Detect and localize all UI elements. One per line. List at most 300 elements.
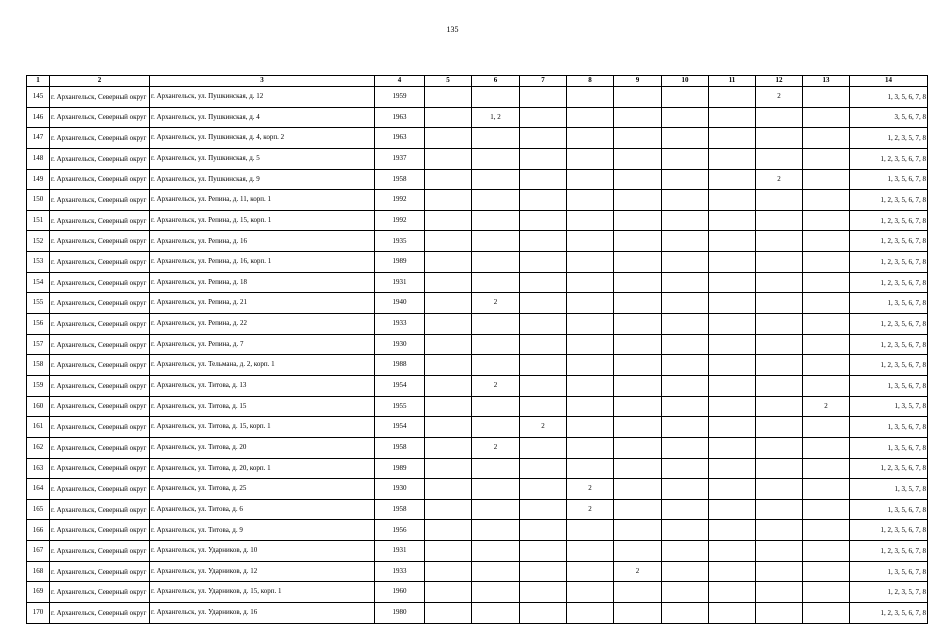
criteria-cell: 1, 3, 5, 6, 7, 8	[850, 375, 928, 396]
column-11-cell	[709, 272, 756, 293]
year-cell: 1954	[375, 417, 425, 438]
criteria-cell: 1, 2, 3, 5, 6, 7, 8	[850, 334, 928, 355]
row-number-cell: 170	[27, 603, 50, 624]
table-row	[27, 355, 928, 376]
column-9-cell	[614, 107, 662, 128]
column-11-cell	[709, 293, 756, 314]
column-6-cell	[472, 603, 520, 624]
column-7-cell	[520, 252, 567, 273]
table-row	[27, 479, 928, 500]
district-cell: г. Архангельск, Северный округ	[50, 128, 150, 149]
district-cell: г. Архангельск, Северный округ	[50, 148, 150, 169]
column-10-cell	[662, 210, 709, 231]
district-cell: г. Архангельск, Северный округ	[50, 417, 150, 438]
housing-registry-table	[26, 75, 928, 624]
column-5-cell	[425, 334, 472, 355]
column-5-cell	[425, 128, 472, 149]
column-13-cell	[803, 87, 850, 108]
year-cell: 1931	[375, 541, 425, 562]
district-cell: г. Архангельск, Северный округ	[50, 107, 150, 128]
row-number-cell: 154	[27, 272, 50, 293]
column-11-cell	[709, 458, 756, 479]
column-10-cell	[662, 479, 709, 500]
table-row	[27, 375, 928, 396]
column-8-cell	[567, 355, 614, 376]
column-9-cell	[614, 252, 662, 273]
column-10-cell	[662, 396, 709, 417]
criteria-cell: 1, 2, 3, 5, 6, 7, 8	[850, 272, 928, 293]
column-10-cell	[662, 190, 709, 211]
column-5-cell	[425, 396, 472, 417]
column-8-cell	[567, 190, 614, 211]
column-6-cell: 2	[472, 293, 520, 314]
row-number-cell: 165	[27, 499, 50, 520]
row-number-cell: 157	[27, 334, 50, 355]
year-cell: 1956	[375, 520, 425, 541]
column-6-cell: 2	[472, 437, 520, 458]
address-cell: г. Архангельск, ул. Пушкинская, д. 4	[150, 107, 375, 128]
column-8-cell	[567, 252, 614, 273]
column-11-cell	[709, 417, 756, 438]
address-cell: г. Архангельск, ул. Ударников, д. 15, корп. 1	[150, 582, 375, 603]
column-6-cell	[472, 417, 520, 438]
row-number-cell: 149	[27, 169, 50, 190]
column-9-cell	[614, 541, 662, 562]
table-row	[27, 293, 928, 314]
column-10-cell	[662, 541, 709, 562]
column-header-7: 7	[520, 76, 567, 87]
page-number: 135	[446, 25, 459, 34]
column-9-cell	[614, 210, 662, 231]
column-9-cell	[614, 169, 662, 190]
column-6-cell	[472, 561, 520, 582]
header-row	[27, 76, 928, 87]
column-7-cell	[520, 520, 567, 541]
column-8-cell	[567, 128, 614, 149]
column-7-cell	[520, 437, 567, 458]
column-10-cell	[662, 582, 709, 603]
column-13-cell	[803, 210, 850, 231]
column-10-cell	[662, 417, 709, 438]
year-cell: 1940	[375, 293, 425, 314]
address-cell: г. Архангельск, ул. Титова, д. 13	[150, 375, 375, 396]
address-cell: г. Архангельск, ул. Репина, д. 21	[150, 293, 375, 314]
column-12-cell	[756, 520, 803, 541]
row-number-cell: 163	[27, 458, 50, 479]
address-cell: г. Архангельск, ул. Репина, д. 22	[150, 314, 375, 335]
district-cell: г. Архангельск, Северный округ	[50, 603, 150, 624]
column-13-cell: 2	[803, 396, 850, 417]
address-cell: г. Архангельск, ул. Пушкинская, д. 12	[150, 87, 375, 108]
criteria-cell: 1, 3, 5, 6, 7, 8	[850, 87, 928, 108]
column-13-cell	[803, 437, 850, 458]
row-number-cell: 150	[27, 190, 50, 211]
column-8-cell: 2	[567, 499, 614, 520]
column-6-cell	[472, 148, 520, 169]
year-cell: 1960	[375, 582, 425, 603]
table-row	[27, 499, 928, 520]
column-9-cell	[614, 231, 662, 252]
row-number-cell: 161	[27, 417, 50, 438]
district-cell: г. Архангельск, Северный округ	[50, 582, 150, 603]
column-13-cell	[803, 169, 850, 190]
column-13-cell	[803, 499, 850, 520]
criteria-cell: 1, 3, 5, 6, 7, 8	[850, 437, 928, 458]
column-13-cell	[803, 582, 850, 603]
district-cell: г. Архангельск, Северный округ	[50, 520, 150, 541]
column-9-cell	[614, 148, 662, 169]
column-11-cell	[709, 561, 756, 582]
column-11-cell	[709, 169, 756, 190]
column-8-cell	[567, 437, 614, 458]
column-7-cell	[520, 479, 567, 500]
row-number-cell: 160	[27, 396, 50, 417]
column-7-cell	[520, 541, 567, 562]
year-cell: 1955	[375, 396, 425, 417]
column-6-cell	[472, 190, 520, 211]
column-7-cell	[520, 603, 567, 624]
column-7-cell	[520, 148, 567, 169]
column-9-cell	[614, 128, 662, 149]
address-cell: г. Архангельск, ул. Репина, д. 7	[150, 334, 375, 355]
column-7-cell	[520, 582, 567, 603]
column-12-cell	[756, 603, 803, 624]
year-cell: 1959	[375, 87, 425, 108]
column-11-cell	[709, 479, 756, 500]
year-cell: 1933	[375, 561, 425, 582]
column-7-cell	[520, 272, 567, 293]
column-5-cell	[425, 148, 472, 169]
district-cell: г. Архангельск, Северный округ	[50, 499, 150, 520]
column-8-cell	[567, 231, 614, 252]
district-cell: г. Архангельск, Северный округ	[50, 272, 150, 293]
column-13-cell	[803, 272, 850, 293]
column-10-cell	[662, 128, 709, 149]
criteria-cell: 1, 2, 3, 5, 6, 7, 8	[850, 190, 928, 211]
column-6-cell	[472, 314, 520, 335]
criteria-cell: 1, 2, 3, 5, 6, 7, 8	[850, 252, 928, 273]
district-cell: г. Архангельск, Северный округ	[50, 334, 150, 355]
column-5-cell	[425, 210, 472, 231]
row-number-cell: 158	[27, 355, 50, 376]
column-10-cell	[662, 107, 709, 128]
column-12-cell	[756, 272, 803, 293]
column-12-cell	[756, 293, 803, 314]
column-13-cell	[803, 458, 850, 479]
column-12-cell	[756, 437, 803, 458]
column-8-cell	[567, 458, 614, 479]
table-row	[27, 541, 928, 562]
column-8-cell	[567, 169, 614, 190]
column-7-cell	[520, 314, 567, 335]
address-cell: г. Архангельск, ул. Титова, д. 15	[150, 396, 375, 417]
column-11-cell	[709, 128, 756, 149]
column-12-cell	[756, 396, 803, 417]
table-row	[27, 520, 928, 541]
column-7-cell	[520, 128, 567, 149]
column-6-cell	[472, 458, 520, 479]
column-13-cell	[803, 479, 850, 500]
column-12-cell	[756, 210, 803, 231]
year-cell: 1980	[375, 603, 425, 624]
column-5-cell	[425, 417, 472, 438]
criteria-cell: 1, 3, 5, 6, 7, 8	[850, 293, 928, 314]
column-9-cell	[614, 437, 662, 458]
table-row	[27, 210, 928, 231]
column-13-cell	[803, 148, 850, 169]
column-9-cell	[614, 314, 662, 335]
address-cell: г. Архангельск, ул. Титова, д. 20	[150, 437, 375, 458]
column-12-cell: 2	[756, 87, 803, 108]
address-cell: г. Архангельск, ул. Пушкинская, д. 9	[150, 169, 375, 190]
district-cell: г. Архангельск, Северный округ	[50, 458, 150, 479]
criteria-cell: 1, 2, 3, 5, 6, 7, 8	[850, 148, 928, 169]
district-cell: г. Архангельск, Северный округ	[50, 293, 150, 314]
table-row	[27, 603, 928, 624]
column-12-cell	[756, 107, 803, 128]
address-cell: г. Архангельск, ул. Титова, д. 9	[150, 520, 375, 541]
column-6-cell	[472, 231, 520, 252]
column-5-cell	[425, 458, 472, 479]
address-cell: г. Архангельск, ул. Титова, д. 6	[150, 499, 375, 520]
column-12-cell	[756, 231, 803, 252]
criteria-cell: 1, 2, 3, 5, 6, 7, 8	[850, 603, 928, 624]
column-13-cell	[803, 128, 850, 149]
column-8-cell	[567, 148, 614, 169]
column-10-cell	[662, 252, 709, 273]
column-5-cell	[425, 272, 472, 293]
column-10-cell	[662, 334, 709, 355]
column-header-14: 14	[850, 76, 928, 87]
year-cell: 1931	[375, 272, 425, 293]
address-cell: г. Архангельск, ул. Репина, д. 16, корп. 1	[150, 252, 375, 273]
column-10-cell	[662, 148, 709, 169]
column-6-cell	[472, 169, 520, 190]
column-6-cell: 2	[472, 375, 520, 396]
column-8-cell	[567, 87, 614, 108]
year-cell: 1963	[375, 128, 425, 149]
column-6-cell	[472, 479, 520, 500]
column-13-cell	[803, 520, 850, 541]
column-header-3: 3	[150, 76, 375, 87]
table-row	[27, 252, 928, 273]
column-5-cell	[425, 582, 472, 603]
column-10-cell	[662, 272, 709, 293]
row-number-cell: 153	[27, 252, 50, 273]
column-13-cell	[803, 603, 850, 624]
column-9-cell	[614, 190, 662, 211]
column-8-cell	[567, 334, 614, 355]
criteria-cell: 1, 2, 3, 5, 7, 8	[850, 128, 928, 149]
column-6-cell	[472, 252, 520, 273]
column-5-cell	[425, 541, 472, 562]
column-10-cell	[662, 458, 709, 479]
year-cell: 1930	[375, 479, 425, 500]
column-8-cell	[567, 520, 614, 541]
column-11-cell	[709, 210, 756, 231]
column-13-cell	[803, 190, 850, 211]
column-13-cell	[803, 107, 850, 128]
table-row	[27, 231, 928, 252]
table-row	[27, 314, 928, 335]
column-7-cell	[520, 87, 567, 108]
column-8-cell	[567, 375, 614, 396]
column-7-cell	[520, 107, 567, 128]
column-7-cell: 2	[520, 417, 567, 438]
column-6-cell	[472, 128, 520, 149]
column-header-2: 2	[50, 76, 150, 87]
table-row	[27, 272, 928, 293]
address-cell: г. Архангельск, ул. Ударников, д. 10	[150, 541, 375, 562]
column-11-cell	[709, 231, 756, 252]
criteria-cell: 1, 3, 5, 7, 8	[850, 479, 928, 500]
column-9-cell	[614, 87, 662, 108]
column-5-cell	[425, 437, 472, 458]
column-12-cell	[756, 582, 803, 603]
column-13-cell	[803, 375, 850, 396]
criteria-cell: 1, 2, 3, 5, 6, 7, 8	[850, 210, 928, 231]
year-cell: 1930	[375, 334, 425, 355]
column-7-cell	[520, 375, 567, 396]
column-8-cell	[567, 582, 614, 603]
column-header-4: 4	[375, 76, 425, 87]
column-11-cell	[709, 148, 756, 169]
address-cell: г. Архангельск, ул. Репина, д. 11, корп. 1	[150, 190, 375, 211]
column-8-cell	[567, 272, 614, 293]
column-10-cell	[662, 355, 709, 376]
column-6-cell	[472, 87, 520, 108]
column-12-cell	[756, 128, 803, 149]
criteria-cell: 1, 2, 3, 5, 6, 7, 8	[850, 458, 928, 479]
criteria-cell: 3, 5, 6, 7, 8	[850, 107, 928, 128]
column-11-cell	[709, 314, 756, 335]
row-number-cell: 155	[27, 293, 50, 314]
criteria-cell: 1, 2, 3, 5, 7, 8	[850, 582, 928, 603]
column-12-cell	[756, 334, 803, 355]
column-header-5: 5	[425, 76, 472, 87]
column-6-cell: 1, 2	[472, 107, 520, 128]
column-11-cell	[709, 334, 756, 355]
column-header-11: 11	[709, 76, 756, 87]
column-header-6: 6	[472, 76, 520, 87]
district-cell: г. Архангельск, Северный округ	[50, 355, 150, 376]
column-9-cell	[614, 396, 662, 417]
column-6-cell	[472, 210, 520, 231]
column-12-cell	[756, 417, 803, 438]
column-13-cell	[803, 541, 850, 562]
column-10-cell	[662, 375, 709, 396]
column-header-12: 12	[756, 76, 803, 87]
column-11-cell	[709, 582, 756, 603]
column-5-cell	[425, 603, 472, 624]
column-11-cell	[709, 541, 756, 562]
year-cell: 1958	[375, 499, 425, 520]
column-6-cell	[472, 355, 520, 376]
table-row	[27, 148, 928, 169]
column-7-cell	[520, 499, 567, 520]
column-5-cell	[425, 479, 472, 500]
year-cell: 1992	[375, 190, 425, 211]
address-cell: г. Архангельск, ул. Пушкинская, д. 5	[150, 148, 375, 169]
column-10-cell	[662, 231, 709, 252]
address-cell: г. Архангельск, ул. Ударников, д. 12	[150, 561, 375, 582]
address-cell: г. Архангельск, ул. Тельмана, д. 2, корп. 1	[150, 355, 375, 376]
column-8-cell: 2	[567, 479, 614, 500]
column-8-cell	[567, 210, 614, 231]
criteria-cell: 1, 2, 3, 5, 6, 7, 8	[850, 520, 928, 541]
row-number-cell: 147	[27, 128, 50, 149]
column-9-cell	[614, 499, 662, 520]
district-cell: г. Архангельск, Северный округ	[50, 375, 150, 396]
column-9-cell	[614, 603, 662, 624]
column-8-cell	[567, 293, 614, 314]
column-9-cell	[614, 375, 662, 396]
table-header	[27, 76, 928, 87]
column-5-cell	[425, 190, 472, 211]
column-5-cell	[425, 231, 472, 252]
year-cell: 1988	[375, 355, 425, 376]
address-cell: г. Архангельск, ул. Репина, д. 16	[150, 231, 375, 252]
column-12-cell	[756, 314, 803, 335]
column-9-cell: 2	[614, 561, 662, 582]
column-7-cell	[520, 334, 567, 355]
column-6-cell	[472, 541, 520, 562]
column-12-cell	[756, 458, 803, 479]
column-9-cell	[614, 355, 662, 376]
year-cell: 1958	[375, 169, 425, 190]
table-row	[27, 169, 928, 190]
column-8-cell	[567, 107, 614, 128]
row-number-cell: 156	[27, 314, 50, 335]
district-cell: г. Архангельск, Северный округ	[50, 314, 150, 335]
table-row	[27, 87, 928, 108]
table-row	[27, 107, 928, 128]
column-12-cell	[756, 499, 803, 520]
criteria-cell: 1, 3, 5, 6, 7, 8	[850, 561, 928, 582]
criteria-cell: 1, 3, 5, 6, 7, 8	[850, 417, 928, 438]
column-10-cell	[662, 169, 709, 190]
column-header-8: 8	[567, 76, 614, 87]
column-10-cell	[662, 499, 709, 520]
row-number-cell: 167	[27, 541, 50, 562]
column-13-cell	[803, 293, 850, 314]
column-10-cell	[662, 437, 709, 458]
column-13-cell	[803, 334, 850, 355]
address-cell: г. Архангельск, ул. Титова, д. 25	[150, 479, 375, 500]
district-cell: г. Архангельск, Северный округ	[50, 210, 150, 231]
column-12-cell	[756, 148, 803, 169]
table-row	[27, 417, 928, 438]
column-13-cell	[803, 314, 850, 335]
row-number-cell: 168	[27, 561, 50, 582]
column-10-cell	[662, 87, 709, 108]
row-number-cell: 159	[27, 375, 50, 396]
row-number-cell: 145	[27, 87, 50, 108]
table-body	[27, 87, 928, 624]
district-cell: г. Архангельск, Северный округ	[50, 479, 150, 500]
address-cell: г. Архангельск, ул. Ударников, д. 16	[150, 603, 375, 624]
district-cell: г. Архангельск, Северный округ	[50, 231, 150, 252]
column-12-cell	[756, 541, 803, 562]
column-7-cell	[520, 210, 567, 231]
column-13-cell	[803, 231, 850, 252]
column-7-cell	[520, 169, 567, 190]
row-number-cell: 152	[27, 231, 50, 252]
criteria-cell: 1, 3, 5, 6, 7, 8	[850, 169, 928, 190]
column-12-cell	[756, 190, 803, 211]
column-5-cell	[425, 314, 472, 335]
column-7-cell	[520, 190, 567, 211]
